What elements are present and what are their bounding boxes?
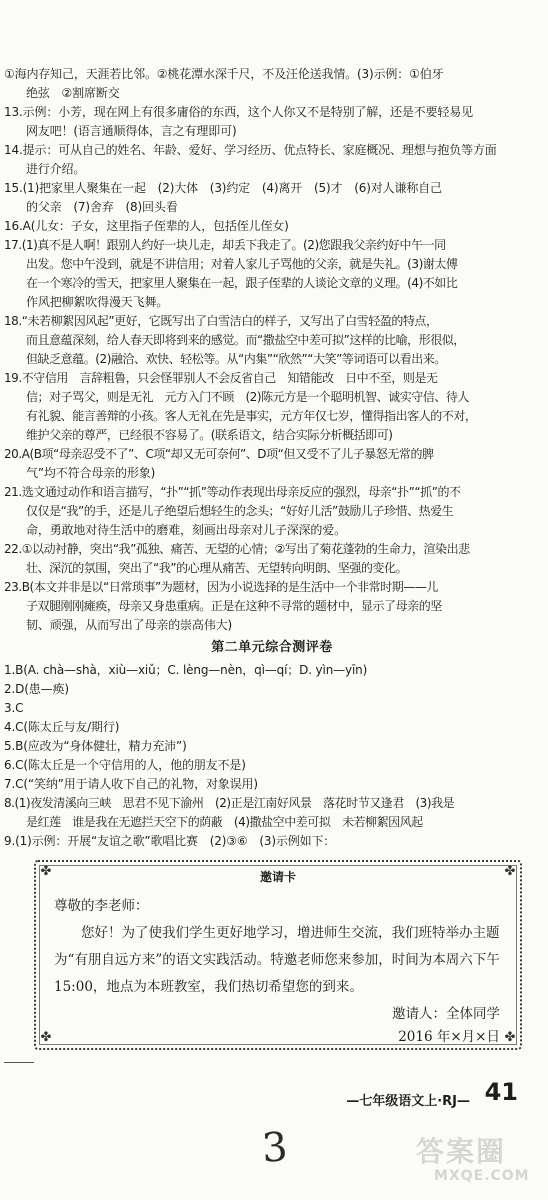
answer-line: 而且意蕴深刻，给人春天即将到来的感觉。而“撒盐空中差可拟”这样的比喻，形很似， [26,333,465,347]
answer-line: 信；对子骂父，则是无礼 元方入门不顾 (2)陈元方是一个聪明机智、诚实守信、待人 [26,390,470,404]
answer-line: 18.“未若柳絮因风起”更好，它既写出了白雪洁白的样子，又写出了白雪轻盈的特点， [4,314,438,328]
answer-line: 壮、深沉的氛围，突出了“我”的心理从痛苦、无望转向明朗、坚强的变化。 [26,561,408,575]
footer-grade-label: —七年级语文上·RJ— [346,1094,470,1109]
answer-line: 9.(1)示例：开展“友谊之歌”歌唱比赛 (2)③⑥ (3)示例如下： [4,834,336,848]
answer-line: 15.(1)把家里人聚集在一起 (2)大体 (3)约定 (4)离开 (5)才 (6)对人谦称自己 [4,181,442,195]
answer-line: 23.B(本文并非是以“日常琐事”为题材，因为小说选择的是生活中一个非常时期——儿 [4,580,438,594]
corner-ornament-icon: ✤ [504,864,516,879]
corner-ornament-icon: ✤ [40,864,52,879]
answer-line: 7.C(“笑纳”用于请人收下自己的礼物，对象误用) [4,777,258,791]
card-title: 邀请卡 [259,870,296,884]
answer-line: ①海内存知己，天涯若比邻。②桃花潭水深千尺，不及汪伦送我情。(3)示例：①伯牙 [4,67,444,81]
answer-line: 19.不守信用 言辞粗鲁，只会怪罪别人不会反省自己 知错能改 日中不至，则是无 [4,371,438,385]
answer-line: 22.①以动衬静，突出“我”孤独、痛苦、无望的心情；②写出了菊花蓬勃的生命力，渲染出悲 [4,542,470,556]
answer-line: 韧、顽强，从而写出了母亲的崇高伟大) [26,618,232,632]
card-body-text: 您好！为了使我们学生更好地学习，增进师生交流，我们班特举办主题为“有朋自远方来”的语文实践活动。特邀老师您来参加，时间为本周六下午15:00，地点为本班教室，我们热切希望您的到来。 [54,925,500,995]
answer-line: 仅仅是“我”的手，还是儿子绝望后想轻生的念头；“好好儿活”鼓励儿子珍惜、热爱生 [26,504,454,518]
answer-line: 5.B(应改为“身体健壮，精力充沛”) [4,739,187,753]
answer-line: 16.A(儿女：子女，这里指子侄辈的人，包括侄儿侄女) [4,219,289,233]
answer-line: 维护父亲的尊严，已经很不容易了。(联系语文，结合实际分析概括即可) [26,428,393,442]
answer-line: 但缺乏意蕴。(2)融洽、欢快、轻松等。从“内集”“欣然”“大笑”等词语可以看出来。 [26,352,446,366]
answer-line: 3.C [4,701,24,715]
answer-line: 17.(1)真不是人啊！跟别人约好一块儿走，却丢下我走了。(2)您跟我父亲约好中午一同 [4,238,446,252]
watermark-sub: MXQE.COM [434,1168,530,1184]
answer-line: 在一个寒冷的雪天，把家里人聚集在一起，跟子侄辈的人谈论文章的义理。(4)不如比 [26,276,458,290]
card-body [54,920,509,1001]
answer-line: 命，勇敢地对待生活中的磨难，刻画出母亲对儿子深深的爱。 [26,523,346,537]
answer-line: 的父亲 (7)舍弃 (8)回头看 [26,200,178,214]
invitation-card [34,860,522,1050]
answer-line: 2.D(患—痪) [4,682,69,696]
card-signature: 邀请人：全体同学 [392,1006,500,1022]
answer-text-block [4,65,540,851]
corner-ornament-icon: ✤ [504,1030,516,1045]
answer-line: 20.A(B项“母亲忍受不了”、C项“却又无可奈何”、D项“但又受不了儿子暴怒无常的脾 [4,447,434,461]
answer-line: 气”均不符合母亲的形象) [26,466,156,480]
answer-line: 4.C(陈太丘与友/期行) [4,720,120,734]
answer-line: 21.选文通过动作和语言描写，“扑”“抓”等动作表现出母亲反应的强烈，母亲“扑”“抓”的不 [4,485,461,499]
answer-line: 有礼貌、能言善辩的小孩。客人无礼在先是事实，元方年仅七岁，懂得指出客人的不对， [26,409,477,423]
handwritten-mark: 3 [260,1124,290,1172]
watermark [410,1130,540,1192]
corner-ornament-icon: ✤ [40,1030,52,1045]
answer-line: 子双腿刚刚瘫痪，母亲又身患重病。正是在这种不寻常的题材中，显示了母亲的坚 [26,599,442,613]
watermark-main: 答案圈 [416,1135,507,1168]
card-date: 2016 年×月×日 [398,1029,500,1045]
answer-line: 网友吧！(语言通顺得体，言之有理即可) [26,124,237,138]
footer-divider [4,1062,34,1063]
answer-line: 作风把柳絮吹得漫天飞舞。 [26,295,169,309]
card-salutation: 尊敬的李老师： [54,898,149,914]
page-number: 41 [484,1078,518,1106]
answer-line: 8.(1)夜发清溪向三峡 思君不见下渝州 (2)正是江南好风景 落花时节又逢君 (3)我是 [4,796,455,810]
answer-line: 6.C(陈太丘是一个守信用的人，他的朋友不是) [4,758,246,772]
answer-line: 出发。您中午没到，就是不讲信用；对着人家儿子骂他的父亲，就是失礼。(3)谢太傅 [26,257,458,271]
answer-line: 进行介绍。 [26,162,86,176]
answer-line: 1.B(A. chà—shà，xiù—xiǔ；C. lèng—nèn，qì—qí；D. yìn—yīn) [4,663,368,677]
section-heading: 第二单元综合测评卷 [211,640,333,655]
answer-line: 绝弦 ②割席断交 [26,86,120,100]
answer-line: 是红莲 谁是我在无遮拦天空下的荫蔽 (4)撒盐空中差可拟 未若柳絮因风起 [26,815,423,829]
answer-line: 14.提示：可从自己的姓名、年龄、爱好、学习经历、优点特长、家庭概况、理想与抱负等方面 [4,143,497,157]
answer-line: 13.示例：小芳，现在网上有很多庸俗的东西，这个人你又不是特别了解，还是不要轻易见 [4,105,473,119]
